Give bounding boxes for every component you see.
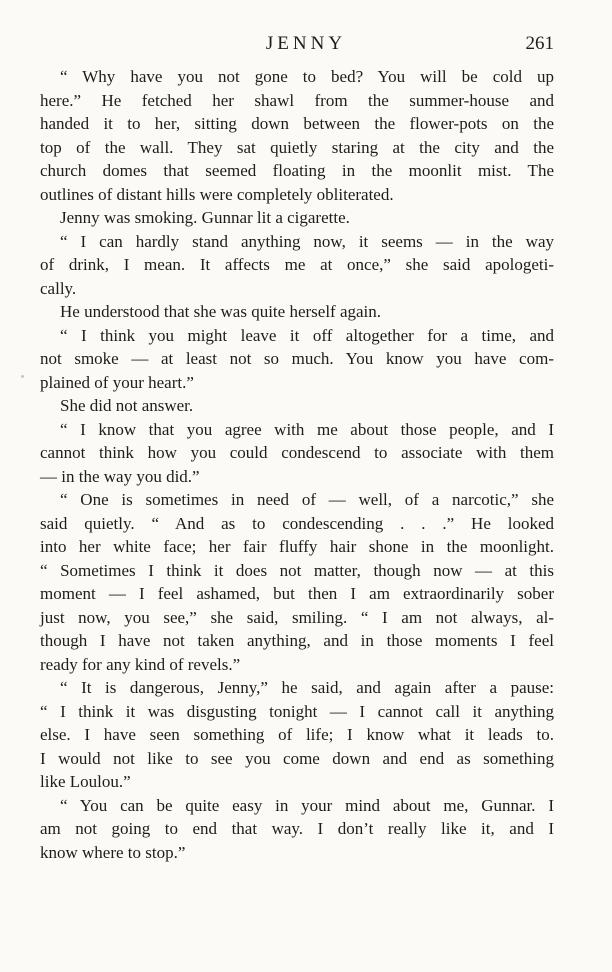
text-line: handed it to her, sitting down between the flower-pots on the — [40, 114, 554, 133]
text-line: “ I think it was disgusting tonight — I cannot call it anything — [40, 701, 554, 721]
text-line: of drink, I mean. It affects me at once,” she said apologeti- — [40, 255, 554, 274]
text-line: “ One is sometimes in need of — well, of a narcotic,” she — [60, 490, 554, 509]
body-text — [40, 65, 554, 864]
text-line: cannot think how you could condescend to associate with them — [40, 443, 554, 462]
margin-speck — [21, 375, 24, 378]
text-line: just now, you see,” she said, smiling. “ I am not always, al- — [40, 607, 554, 627]
text-line: like Loulou.” — [40, 772, 131, 791]
text-line: Jenny was smoking. Gunnar lit a cigarette. — [60, 208, 350, 227]
text-line: know where to stop.” — [40, 842, 186, 862]
text-line: into her white face; her fair fluffy hair shone in the moonlight. — [40, 537, 554, 556]
text-line: moment — I feel ashamed, but then I am extraordinarily sober — [40, 584, 554, 603]
text-line: “ Sometimes I think it does not matter, though now — at this — [40, 560, 554, 580]
text-line: said quietly. “ And as to condescending . . .” He looked — [40, 513, 554, 533]
page-header — [0, 33, 612, 59]
text-line: “ I can hardly stand anything now, it seems — in the way — [60, 231, 554, 251]
text-line: though I have not taken anything, and in those moments I feel — [40, 631, 554, 650]
text-line: cally. — [40, 278, 77, 298]
text-line: “ Why have you not gone to bed? You will be cold up — [60, 67, 554, 86]
text-line: “ It is dangerous, Jenny,” he said, and again after a pause: — [60, 678, 554, 697]
text-line: “ I know that you agree with me about those people, and I — [60, 419, 554, 439]
text-line: plained of your heart.” — [40, 372, 194, 392]
page-number: 261 — [525, 33, 554, 54]
text-line: outlines of distant hills were completely obliterated. — [40, 184, 394, 204]
running-title: JENNY — [265, 33, 347, 54]
text-line: top of the wall. They sat quietly staring at the city and the — [40, 137, 554, 157]
text-line: “ You can be quite easy in your mind about me, Gunnar. I — [60, 795, 554, 815]
text-line: She did not answer. — [60, 396, 194, 415]
text-line: “ I think you might leave it off altogether for a time, and — [60, 325, 554, 345]
text-line: not smoke — at least not so much. You know you have com- — [40, 349, 554, 368]
text-line: He understood that she was quite herself again. — [60, 302, 382, 321]
text-line: church domes that seemed floating in the moonlit mist. The — [40, 161, 554, 180]
text-line: else. I have seen something of life; I know what it leads to. — [40, 725, 554, 744]
text-line: ready for any kind of revels.” — [40, 654, 241, 674]
text-line: I would not like to see you come down and end as something — [40, 748, 554, 768]
text-line: — in the way you did.” — [40, 466, 200, 486]
text-line: here.” He fetched her shawl from the summer-house and — [40, 90, 554, 110]
text-line: am not going to end that way. I don’t really like it, and I — [40, 819, 554, 838]
